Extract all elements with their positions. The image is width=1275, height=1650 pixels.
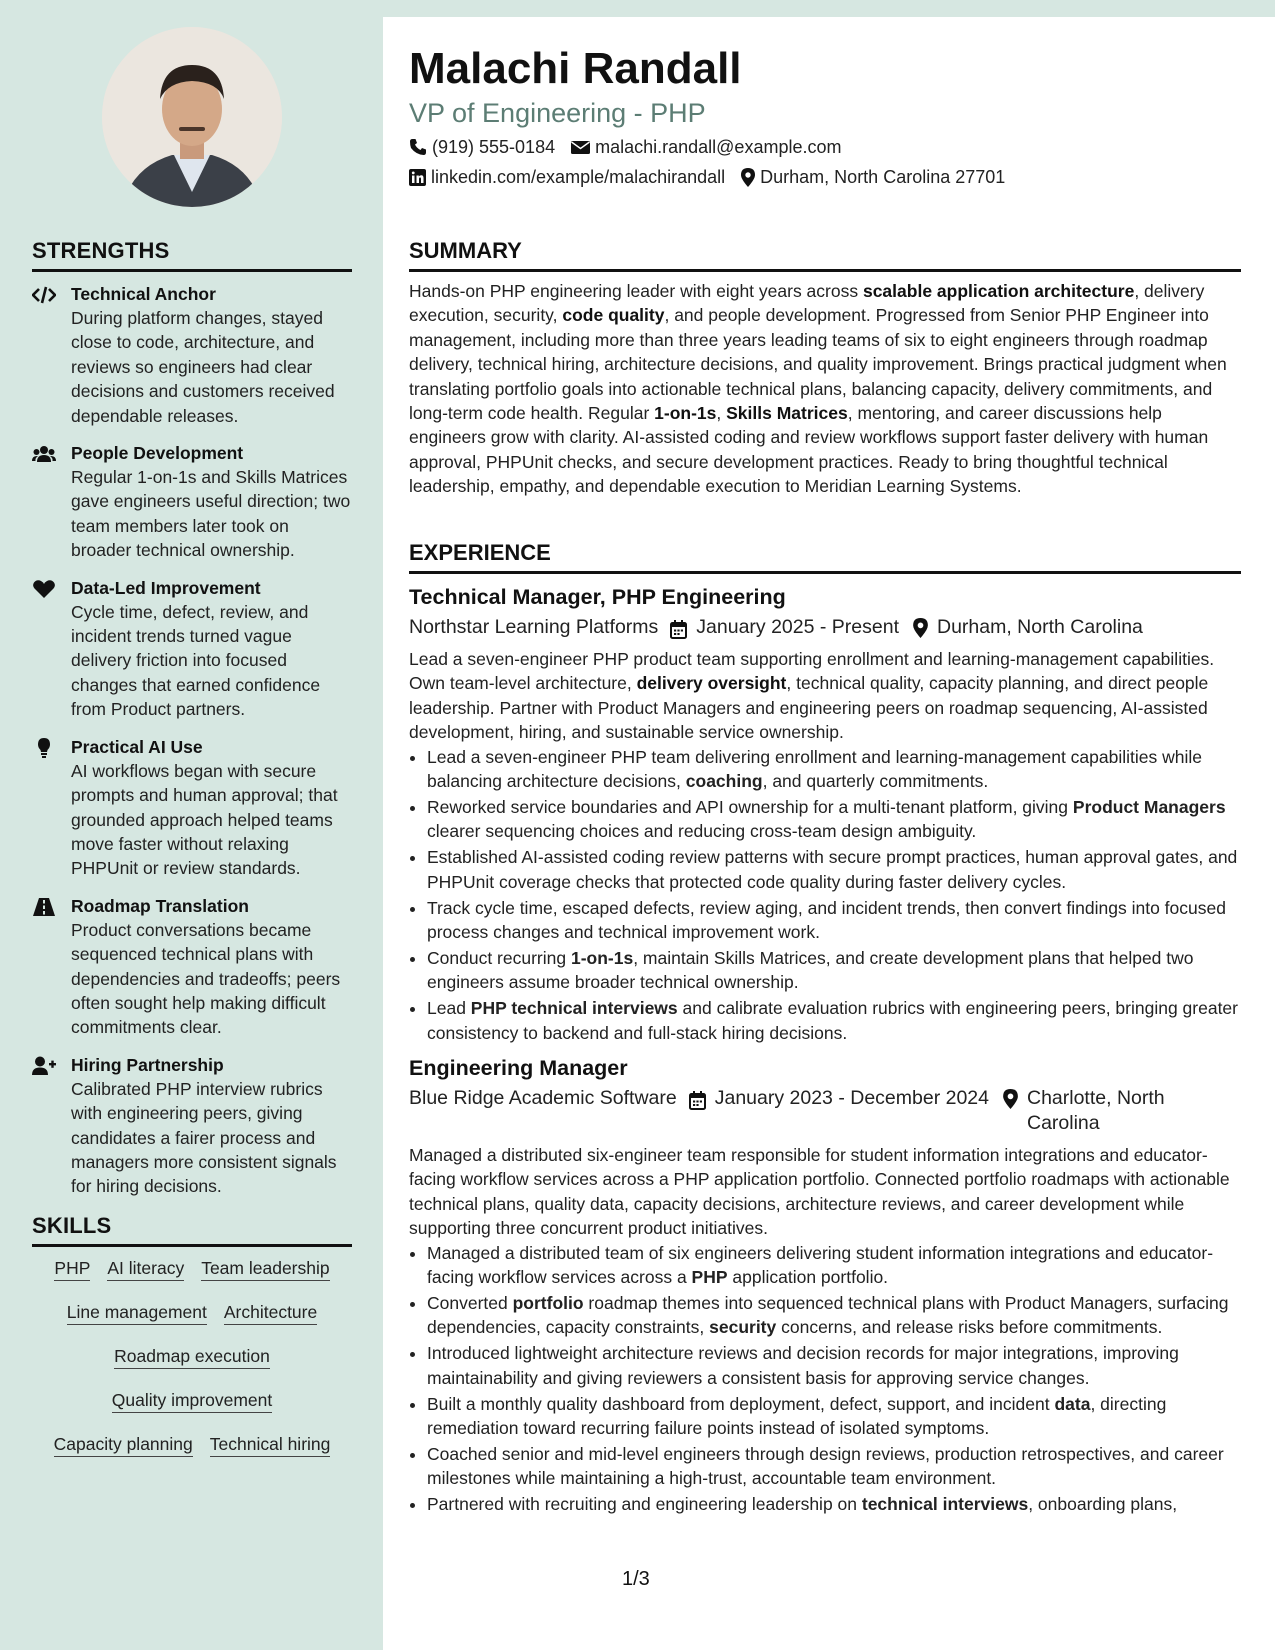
job-company: Blue Ridge Academic Software xyxy=(409,1087,677,1109)
job-bullet: • Lead PHP technical interviews and calibrate evaluation rubrics with engineering peers, bringing greater consistency to backend and full-stack hiring decisions. xyxy=(427,996,1241,1045)
candidate-role: VP of Engineering - PHP xyxy=(409,98,706,128)
job-bullet: • Built a monthly quality dashboard from deployment, defect, support, and incident data, directing remediation toward recurring failure points instead of isolated symptoms. xyxy=(427,1392,1241,1441)
email-contact[interactable] xyxy=(571,134,841,160)
skill-tag: Capacity planning xyxy=(54,1433,193,1457)
skill-tag: Technical hiring xyxy=(210,1433,331,1457)
linkedin-text: linkedin.com/example/malachirandall xyxy=(431,167,726,187)
strength-title: Roadmap Translation xyxy=(71,895,249,916)
strength-description: During platform changes, stayed close to code, architecture, and reviews so engineers had clear decisions and customers received dependable releases. xyxy=(71,308,335,426)
strength-item xyxy=(32,282,352,428)
job-bullet: • Converted portfolio roadmap themes into sequenced technical plans with Product Managers, surfacing dependencies, capacity constraints, security concerns, and release risks before commitments. xyxy=(427,1291,1241,1340)
strength-item xyxy=(32,735,352,881)
skill-tag: Team leadership xyxy=(201,1257,329,1281)
skills-heading: SKILLS xyxy=(32,1213,352,1247)
experience-section xyxy=(409,540,1241,1518)
candidate-name: Malachi Randall xyxy=(409,44,742,93)
job-bullet: • Established AI-assisted coding review patterns with secure prompt practices, human approval gates, and PHPUnit coverage checks that protected code quality during faster delivery cycles. xyxy=(427,845,1241,894)
summary-heading: SUMMARY xyxy=(409,238,1241,272)
sidebar-content xyxy=(32,238,352,1477)
strength-item xyxy=(32,894,352,1040)
job-bullet: • Lead a seven-engineer PHP team delivering enrollment and learning-management capabilities while balancing architecture decisions, coaching, and quarterly commitments. xyxy=(427,745,1241,794)
email-text: malachi.randall@example.com xyxy=(595,137,842,157)
location-contact xyxy=(741,164,1005,190)
strength-title: Data-Led Improvement xyxy=(71,577,261,598)
job-description: Managed a distributed six-engineer team responsible for student information integrations and educator-facing workflow services across a PHP application portfolio. Connected portfolio roadmaps with actionable technical plans, quality data, capacity decisions, architecture reviews, and career development while supporting three concurrent product initiatives. xyxy=(409,1145,1230,1239)
job-meta xyxy=(409,615,1241,640)
job-dates xyxy=(670,615,899,640)
strength-title: People Development xyxy=(71,443,244,464)
skill-tag: Line management xyxy=(67,1301,207,1325)
envelope-icon xyxy=(571,140,590,155)
strength-title: Hiring Partnership xyxy=(71,1054,224,1075)
job-meta xyxy=(409,1086,1241,1136)
strength-description: AI workflows began with secure prompts and human approval; that grounded approach helped teams move faster without relaxing PHPUnit or review standards. xyxy=(71,760,338,879)
calendar-icon xyxy=(670,620,687,639)
summary-text: Hands-on PHP engineering leader with eight years across scalable application architecture, delivery execution, security, code quality, and people development. Progressed from Senior PHP Engineer into management, including more than three years leading teams of six to eight engineers through roadmap delivery, technical hiring, architecture decisions, and quality improvement. Brings practical judgment when translating portfolio goals into actionable technical plans, balancing capacity, delivery commitments, and long-term code health. Regular 1-on-1s, Skills Matrices, mentoring, and career discussions help engineers grow with clarity. AI-assisted coding and review workflows support faster delivery with human approval, PHPUnit checks, and secure development practices. Ready to bring thoughtful technical leadership, empathy, and dependable execution to Meridian Learning Systems. xyxy=(409,281,1227,497)
skill-tag: Quality improvement xyxy=(112,1389,272,1413)
sidebar xyxy=(0,0,383,1650)
location-text: Durham, North Carolina 27701 xyxy=(760,167,1006,187)
skill-tag: Architecture xyxy=(224,1301,317,1325)
job-dates-text: January 2025 - Present xyxy=(696,616,899,638)
job-bullet: • Conduct recurring 1-on-1s, maintain Skills Matrices, and create development plans that helped two engineers assume broader technical ownership. xyxy=(427,946,1241,995)
strength-description: Cycle time, defect, review, and incident trends turned vague delivery friction into focused changes that earned confidence from Product partners. xyxy=(71,601,321,720)
job-bullet: • Introduced lightweight architecture reviews and decision records for major integrations, improving maintainability and giving reviewers a consistent basis for approving service changes. xyxy=(427,1341,1241,1390)
contact-row xyxy=(409,164,1241,190)
strength-title: Technical Anchor xyxy=(71,284,216,304)
job-bullet: • Track cycle time, escaped defects, review aging, and incident trends, then convert findings into focused process changes and technical improvement work. xyxy=(427,896,1241,945)
map-pin-icon xyxy=(741,168,755,187)
strength-item xyxy=(32,441,352,563)
job-bullet: • Partnered with recruiting and engineering leadership on technical interviews, onboarding plans, xyxy=(427,1492,1241,1516)
top-accent-strip xyxy=(383,0,1275,17)
job-bullets xyxy=(409,1241,1241,1517)
skill-tag: Roadmap execution xyxy=(114,1345,270,1369)
page-number: 1/3 xyxy=(622,1568,650,1590)
code-icon xyxy=(32,285,56,305)
job-company: Northstar Learning Platforms xyxy=(409,616,659,638)
road-icon xyxy=(32,897,56,917)
skill-tag: AI literacy xyxy=(107,1257,184,1281)
job-description: Lead a seven-engineer PHP product team supporting enrollment and learning-management capabilities. Own team-level architecture, delivery oversight, technical quality, capacity planning, and direct people leadership. Partner with Product Managers and engineering peers on roadmap sequencing, AI-assisted development, hiring, and sustainable service ownership. xyxy=(409,649,1215,743)
heart-icon xyxy=(32,579,56,599)
strength-description: Regular 1-on-1s and Skills Matrices gave engineers useful direction; two team members later took on broader technical ownership. xyxy=(71,467,351,561)
user-plus-icon xyxy=(32,1056,56,1076)
job-dates xyxy=(689,1086,989,1111)
lightbulb-icon xyxy=(32,738,56,758)
calendar-icon xyxy=(689,1091,706,1110)
linkedin-contact[interactable] xyxy=(409,164,725,190)
job-bullet: • Managed a distributed team of six engineers delivering student information integrations and educator-facing workflow services across a PHP application portfolio. xyxy=(427,1241,1241,1290)
job-dates-text: January 2023 - December 2024 xyxy=(714,1087,989,1109)
linkedin-icon xyxy=(409,169,426,186)
job-location-text: Charlotte, North Carolina xyxy=(1026,1087,1165,1134)
map-pin-icon xyxy=(1003,1089,1018,1109)
job-bullet: • Coached senior and mid-level engineers through design reviews, production retrospectives, and career milestones while maintaining a high-trust, accountable team environment. xyxy=(427,1442,1241,1491)
phone-contact[interactable] xyxy=(409,134,555,160)
strength-title: Practical AI Use xyxy=(71,736,203,757)
summary-section xyxy=(409,238,1241,499)
strength-item xyxy=(32,576,352,722)
profile-photo xyxy=(102,27,282,207)
job-title: Technical Manager, PHP Engineering xyxy=(409,585,786,609)
strength-description: Calibrated PHP interview rubrics with engineering peers, giving candidates a fairer process and managers more consistent signals for hiring decisions. xyxy=(71,1078,337,1197)
job-location xyxy=(913,615,1143,640)
main-content xyxy=(409,17,1241,1515)
job-bullets xyxy=(409,745,1241,1045)
job-bullet: • Reworked service boundaries and API ownership for a multi-tenant platform, giving Product Managers clearer sequencing choices and reducing cross-team design ambiguity. xyxy=(427,795,1241,844)
people-icon xyxy=(32,444,56,464)
phone-icon xyxy=(409,138,427,156)
job-title: Engineering Manager xyxy=(409,1056,628,1080)
job-entry xyxy=(409,1054,1241,1517)
experience-heading: EXPERIENCE xyxy=(409,540,1241,574)
job-location xyxy=(1003,1086,1183,1136)
job-entry xyxy=(409,583,1241,1045)
map-pin-icon xyxy=(913,618,928,638)
strengths-heading: STRENGTHS xyxy=(32,238,352,272)
skills-list xyxy=(32,1257,352,1457)
strength-description: Product conversations became sequenced technical plans with dependencies and tradeoffs; peers often sought help making difficult commitments clear. xyxy=(71,919,341,1038)
contact-row xyxy=(409,134,1241,160)
job-location-text: Durham, North Carolina xyxy=(936,616,1143,638)
strength-item xyxy=(32,1053,352,1199)
phone-text: (919) 555-0184 xyxy=(432,137,556,157)
skill-tag: PHP xyxy=(54,1257,90,1281)
